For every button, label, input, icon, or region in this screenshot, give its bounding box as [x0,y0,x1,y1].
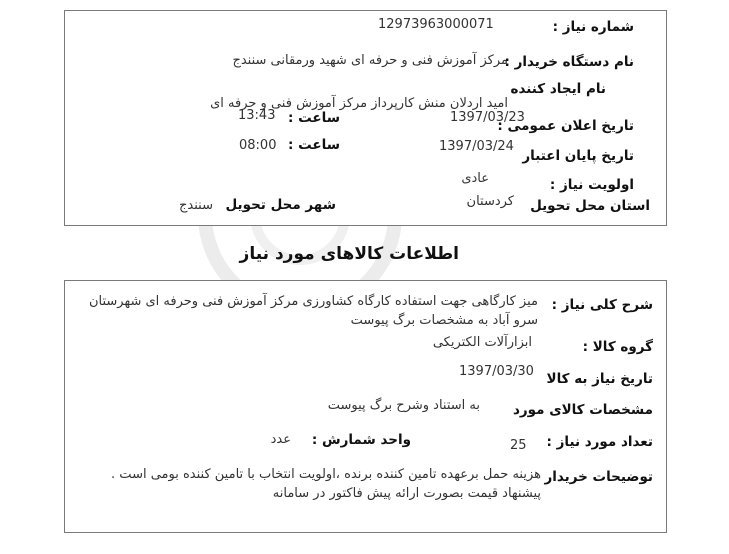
need-number-value: 12973963000071 [378,17,494,32]
expiry-date-value: 1397/03/24 [439,139,514,154]
province-label: استان محل تحویل [530,198,650,214]
announce-date-label: تاریخ اعلان عمومی : [497,118,634,134]
creator-value: امید اردلان منش کارپرداز مرکز آموزش فنی و حرفه ای [210,96,508,111]
section-title: اطلاعات کالاهای مورد نیاز [239,244,459,264]
quantity-value: 25 [510,438,527,453]
specs-label: مشخصات کالای مورد [512,402,653,418]
need-number-label: شماره نیاز : [552,19,634,35]
announce-date-value: 1397/03/23 [450,110,525,125]
group-value: ابزارآلات الکتریکی [432,335,532,350]
expiry-date-label: تاریخ پایان اعتبار [522,148,634,164]
unit-label: واحد شمارش : [311,432,411,448]
province-value: کردستان [466,194,514,209]
description-label: شرح کلی نیاز : [551,297,653,313]
unit-value: عدد [270,432,291,447]
tender-header-panel [64,10,667,226]
expiry-time-value: 08:00 [239,138,277,153]
expiry-time-label: ساعت : [288,137,340,153]
buyer-notes-line1: هزینه حمل برعهده تامین کننده برنده ،اولویت انتخاب با تامین کننده بومی است . [111,467,541,482]
buyer-org-label: نام دستگاه خریدار : [504,54,634,70]
city-value: سنندج [179,198,213,213]
priority-value: عادی [461,171,489,186]
priority-label: اولویت نیاز : [549,177,634,193]
quantity-label: تعداد مورد نیاز : [546,434,653,450]
buyer-notes-label: توضیحات خریدار [544,469,653,485]
creator-label: نام ایجاد کننده [510,81,606,97]
description-line2: سرو آباد به مشخصات برگ پیوست [350,313,538,328]
need-date-label: تاریخ نیاز به کالا [546,371,653,387]
description-line1: میز کارگاهی جهت استفاده کارگاه کشاورزی مرکز آموزش فنی وحرفه ای شهرستان [88,294,538,309]
goods-details-panel [64,280,667,533]
specs-value: به استناد وشرح برگ پیوست [327,398,480,413]
group-label: گروه کالا : [582,339,653,355]
announce-time-label: ساعت : [288,110,340,126]
need-date-value: 1397/03/30 [459,364,534,379]
buyer-notes-line2: پیشنهاد قیمت بصورت ارائه پیش فاکتور در سامانه [272,486,541,501]
city-label: شهر محل تحویل [225,197,336,213]
announce-time-value: 13:43 [238,108,276,123]
buyer-org-value: مرکز آموزش فنی و حرفه ای شهید ورمقانی سنندج [232,53,508,68]
